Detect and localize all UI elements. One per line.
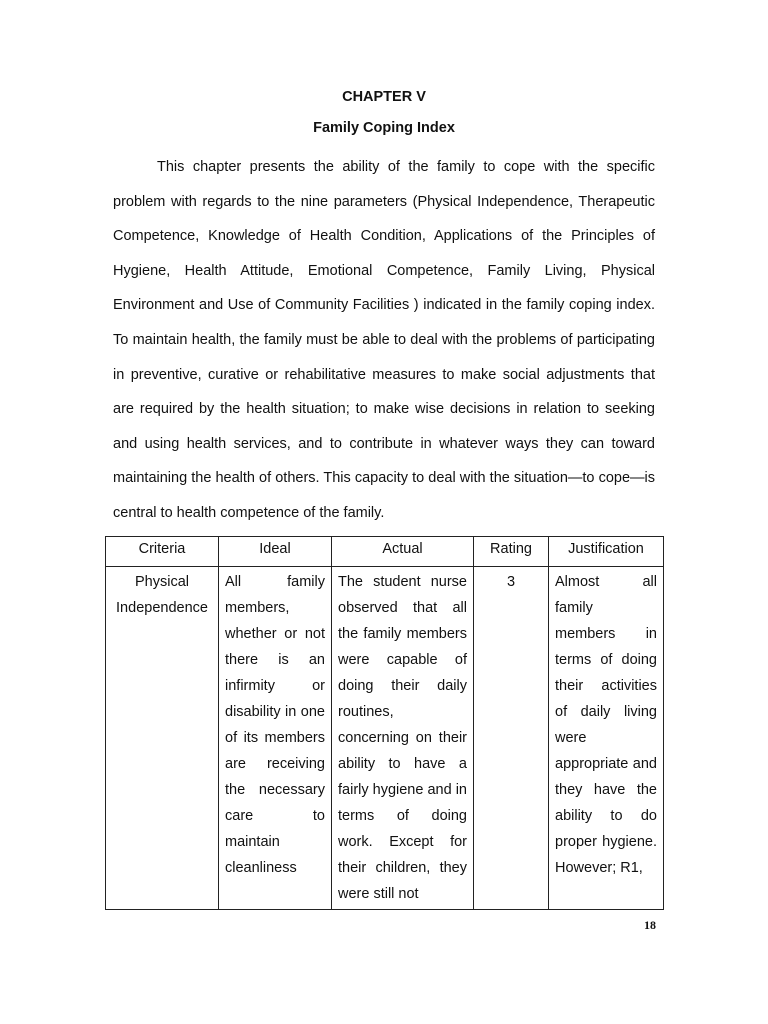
page-number: 18 — [644, 918, 656, 932]
header-justification: Justification — [549, 537, 664, 567]
table-header-row — [106, 537, 664, 567]
family-coping-index-table — [105, 536, 664, 910]
section-title: Family Coping Index — [313, 120, 455, 136]
table-row — [106, 567, 664, 910]
cell-actual: The student nurse observed that all the family members were capable of doing their daily routines, concerning on their ability to have a fairly hygiene and in terms of doing work. Except for their children, they were still not — [332, 567, 474, 910]
cell-ideal: All family members, whether or not there is an infirmity or disability in one of its members are receiving the necessary care to maintain cleanliness — [219, 567, 332, 910]
header-criteria: Criteria — [106, 537, 219, 567]
intro-paragraph: This chapter presents the ability of the family to cope with the specific problem with regards to the nine parameters (Physical Independence, Therapeutic Competence, Knowledge of Health Condition, Applications of the Principles of Hygiene, Health Attitude, Emotional Competence, Family Living, Physical Environment and Use of Community Facilities ) indicated in the family coping index. To maintain health, the family must be able to deal with the problems of participating in preventive, curative or rehabilitative measures to make social adjustments that are required by the health situation; to make wise decisions in relation to seeking and using health services, and to contribute in whatever ways they can toward maintaining the health of others. This capacity to deal with the situation—to cope—is central to health competence of the family. — [113, 159, 655, 521]
cell-criteria: Physical Independence — [106, 567, 219, 910]
cell-justification: Almost all family members in terms of doing their activities of daily living were appropriate and they have the ability to do proper hygiene. However; R1, — [549, 567, 664, 910]
chapter-heading: CHAPTER V — [342, 89, 426, 105]
header-ideal: Ideal — [219, 537, 332, 567]
cell-rating: 3 — [474, 567, 549, 910]
header-actual: Actual — [332, 537, 474, 567]
header-rating: Rating — [474, 537, 549, 567]
